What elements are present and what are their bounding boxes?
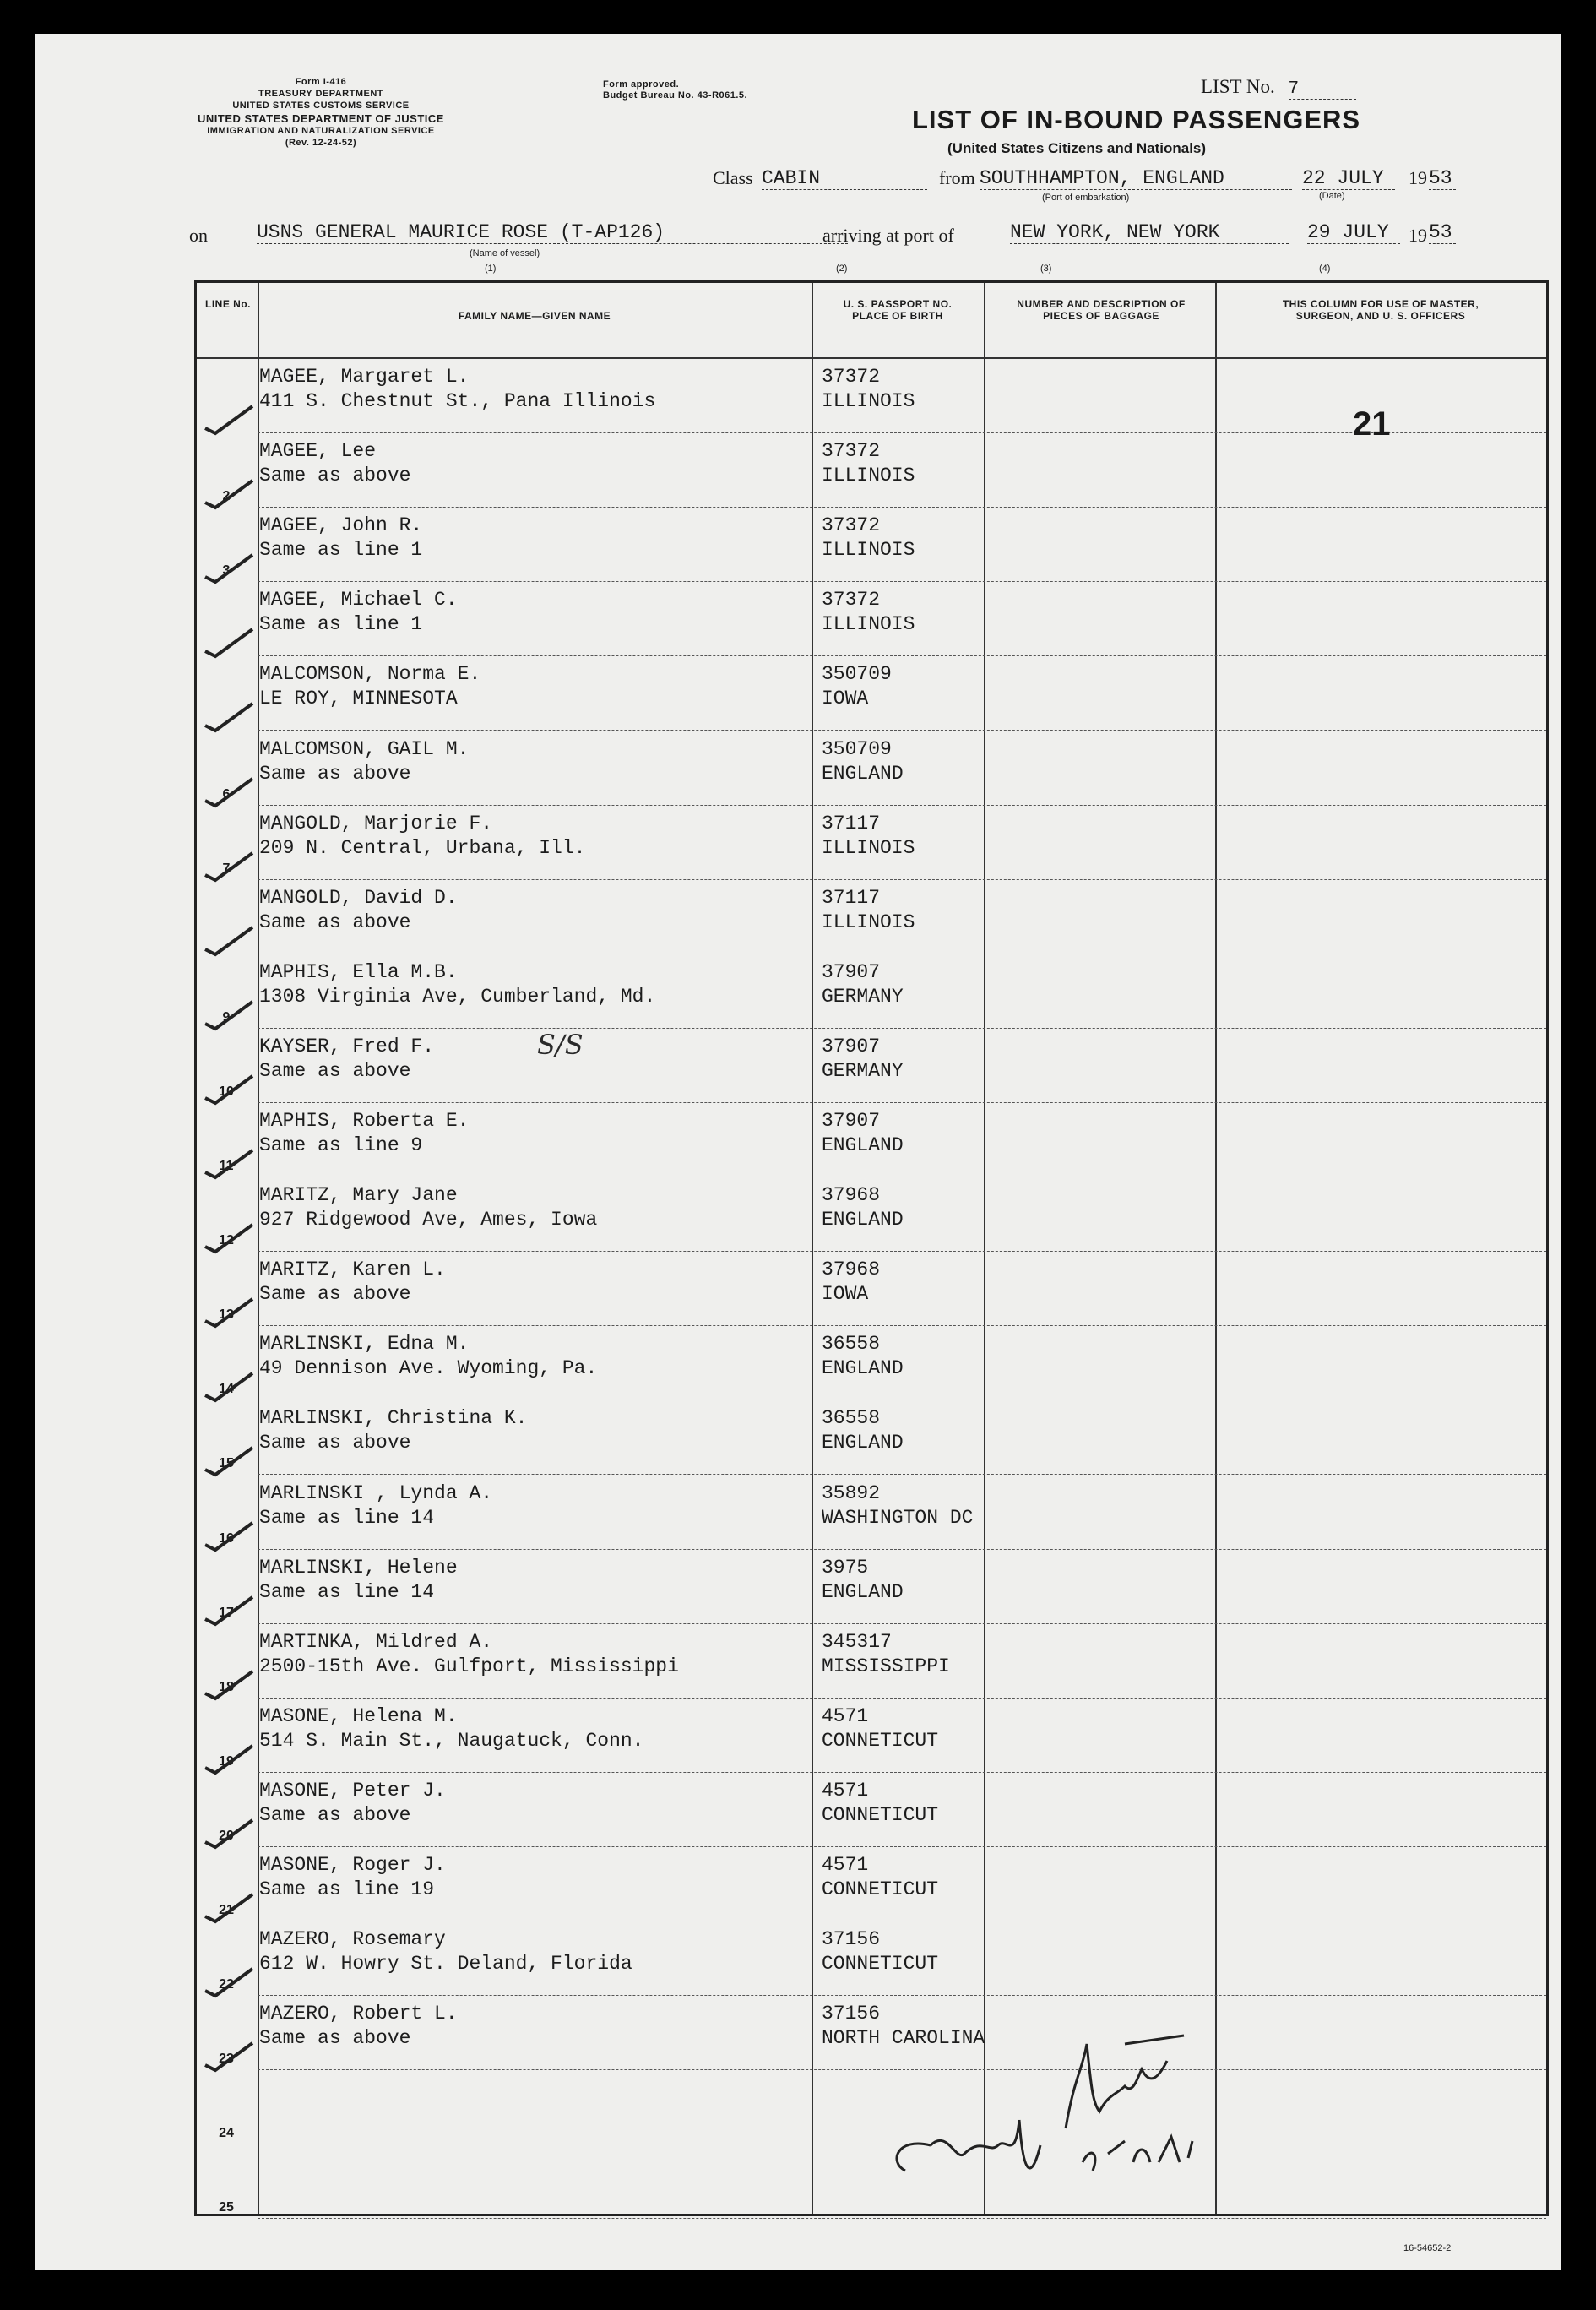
arriving-label: arriving at port of <box>822 225 954 246</box>
place-of-birth: ILLINOIS <box>822 836 915 859</box>
check-mark-icon <box>204 626 254 660</box>
table-row <box>197 582 1546 656</box>
justice-label: UNITED STATES DEPARTMENT OF JUSTICE <box>198 112 444 125</box>
place-of-birth: ILLINOIS <box>822 539 915 562</box>
passenger-name: MANGOLD, Marjorie F. <box>259 812 493 834</box>
agency-header <box>186 76 456 149</box>
passport-number: 37117 <box>822 812 881 834</box>
passport-number: 37117 <box>822 886 881 909</box>
passport-number: 37968 <box>822 1258 881 1281</box>
list-number-value: 7 <box>1289 79 1356 100</box>
passenger-address: Same as above <box>259 465 411 487</box>
line-number: 19 <box>219 1753 234 1769</box>
place-of-birth: ILLINOIS <box>822 465 915 487</box>
passport-number: 37156 <box>822 2003 881 2025</box>
line-number: 6 <box>222 786 231 802</box>
passport-number: 4571 <box>822 1779 869 1802</box>
line-number: 25 <box>219 2200 234 2215</box>
place-of-birth: ILLINOIS <box>822 910 915 933</box>
place-of-birth: IOWA <box>822 1283 869 1306</box>
list-number <box>1201 76 1356 100</box>
check-mark-icon <box>204 1296 254 1329</box>
passport-number: 3975 <box>822 1556 869 1579</box>
passenger-name: MARLINSKI, Helene <box>259 1556 458 1579</box>
on-label: on <box>189 225 208 246</box>
passenger-name: MARTINKA, Mildred A. <box>259 1630 493 1653</box>
place-of-birth: WASHINGTON DC <box>822 1506 974 1529</box>
check-mark-icon <box>204 924 254 958</box>
check-mark-icon <box>204 850 254 883</box>
check-mark-icon <box>204 1147 254 1181</box>
handwritten-ss-note: S/S <box>537 1029 584 1061</box>
table-row <box>197 1177 1546 1252</box>
check-mark-icon <box>204 1742 254 1776</box>
passport-number: 345317 <box>822 1630 892 1653</box>
passenger-address: Same as above <box>259 2027 411 2050</box>
revision-label: (Rev. 12-24-52) <box>285 138 357 148</box>
place-of-birth: NORTH CAROLINA <box>822 2027 985 2050</box>
passport-number: 37968 <box>822 1184 881 1207</box>
line-number: 12 <box>219 1233 234 1248</box>
class-value: CABIN <box>762 167 927 190</box>
passport-number: 37907 <box>822 1110 881 1132</box>
passenger-address: Same as line 1 <box>259 613 423 636</box>
arrival-date: 29 JULY <box>1307 221 1400 244</box>
table-row <box>197 1400 1546 1475</box>
line-number: 2 <box>222 489 231 504</box>
check-mark-icon <box>204 403 254 437</box>
inspector-signature <box>871 1993 1226 2196</box>
line-number: 16 <box>219 1530 234 1546</box>
table-row <box>197 1029 1546 1103</box>
check-mark-icon <box>204 1965 254 1999</box>
budget-approval <box>603 79 797 101</box>
table-row <box>197 508 1546 582</box>
line-number: 21 <box>219 1903 234 1917</box>
passenger-address: 612 W. Howry St. Deland, Florida <box>259 1953 632 1976</box>
passenger-name: MASONE, Helena M. <box>259 1704 458 1727</box>
check-mark-icon <box>204 1817 254 1851</box>
col-header-baggage: NUMBER AND DESCRIPTION OF PIECES OF BAGGAGE <box>1017 298 1186 322</box>
table-row <box>197 1773 1546 1847</box>
passport-number: 37372 <box>822 514 881 537</box>
place-of-birth: CONNETICUT <box>822 1803 939 1826</box>
passenger-name: MARLINSKI, Edna M. <box>259 1333 470 1356</box>
line-number: 3 <box>222 563 231 579</box>
column-ref-4: (4) <box>1319 264 1331 274</box>
passport-number: 4571 <box>822 1704 869 1727</box>
place-of-birth: IOWA <box>822 688 869 710</box>
passenger-name: MALCOMSON, GAIL M. <box>259 737 470 760</box>
table-row <box>197 1624 1546 1699</box>
table-row <box>197 806 1546 880</box>
passport-number: 350709 <box>822 663 892 686</box>
place-of-birth: ENGLAND <box>822 1134 904 1156</box>
table-row <box>197 1847 1546 1921</box>
line-number: 10 <box>219 1084 234 1099</box>
passport-number: 37907 <box>822 1035 881 1057</box>
passenger-name: MAPHIS, Roberta E. <box>259 1110 470 1132</box>
budget-bureau-label: Budget Bureau No. 43-R061.5. <box>603 90 748 101</box>
passenger-name: MASONE, Roger J. <box>259 1854 446 1876</box>
place-of-birth: ENGLAND <box>822 1580 904 1603</box>
place-of-birth: ENGLAND <box>822 1209 904 1231</box>
passenger-address: Same as above <box>259 1432 411 1454</box>
passport-number: 36558 <box>822 1333 881 1356</box>
check-mark-icon <box>204 1594 254 1628</box>
table-row <box>197 1103 1546 1177</box>
passport-number: 4571 <box>822 1854 869 1876</box>
footer-code: 16-54652-2 <box>1403 2243 1452 2253</box>
line-number: 22 <box>219 1977 234 1992</box>
passenger-name: MAZERO, Robert L. <box>259 2003 458 2025</box>
passenger-table <box>194 280 1549 2216</box>
passenger-address: 927 Ridgewood Ave, Ames, Iowa <box>259 1209 598 1231</box>
table-row <box>197 1699 1546 1773</box>
check-mark-icon <box>204 700 254 734</box>
passenger-address: 209 N. Central, Urbana, Ill. <box>259 836 586 859</box>
check-mark-icon <box>204 1891 254 1925</box>
passenger-address: Same as above <box>259 1059 411 1082</box>
line-number: 17 <box>219 1605 234 1620</box>
table-row <box>197 1252 1546 1326</box>
line-number: 18 <box>219 1679 234 1694</box>
departure-year-prefix: 19 <box>1409 167 1427 188</box>
form-number: Form I-416 <box>295 77 347 87</box>
line-number: 23 <box>219 2052 234 2067</box>
passenger-address: Same as line 1 <box>259 539 423 562</box>
place-of-birth: ILLINOIS <box>822 390 915 412</box>
passenger-address: 514 S. Main St., Naugatuck, Conn. <box>259 1729 644 1752</box>
table-row <box>197 1326 1546 1400</box>
date-note: (Date) <box>1319 191 1345 201</box>
place-of-birth: ILLINOIS <box>822 613 915 636</box>
place-of-birth: GERMANY <box>822 1059 904 1082</box>
check-mark-icon <box>204 1073 254 1106</box>
line-number: 15 <box>219 1456 234 1471</box>
passport-number: 37907 <box>822 960 881 983</box>
col-header-line: LINE No. <box>205 298 251 310</box>
table-row <box>197 656 1546 731</box>
list-number-label: LIST No. <box>1201 76 1275 97</box>
page-subtitle: (United States Citizens and Nationals) <box>947 140 1207 156</box>
passenger-name: MAPHIS, Ella M.B. <box>259 960 458 983</box>
column-ref-3: (3) <box>1040 264 1052 274</box>
form-page <box>35 34 1561 2270</box>
passenger-address: Same as line 9 <box>259 1134 423 1156</box>
departure-date: 22 JULY <box>1302 167 1395 190</box>
passport-number: 350709 <box>822 737 892 760</box>
check-mark-icon <box>204 1668 254 1702</box>
line-number: 24 <box>219 2126 234 2141</box>
passport-number: 37372 <box>822 440 881 463</box>
line-number: 20 <box>219 1828 234 1843</box>
line-number: 7 <box>222 861 231 876</box>
check-mark-icon <box>204 1370 254 1404</box>
passenger-name: MANGOLD, David D. <box>259 886 458 909</box>
column-ref-2: (2) <box>836 264 848 274</box>
table-row <box>197 1921 1546 1996</box>
passenger-address: LE ROY, MINNESOTA <box>259 688 458 710</box>
table-row <box>197 359 1546 433</box>
passenger-name: MAGEE, Lee <box>259 440 377 463</box>
check-mark-icon <box>204 1444 254 1478</box>
passenger-address: Same as line 14 <box>259 1506 435 1529</box>
line-number: 14 <box>219 1382 234 1397</box>
passenger-address: 49 Dennison Ave. Wyoming, Pa. <box>259 1357 598 1380</box>
vessel-note: (Name of vessel) <box>470 248 540 258</box>
passenger-address: Same as line 19 <box>259 1878 435 1900</box>
passenger-address: Same as above <box>259 1803 411 1826</box>
line-number: 11 <box>219 1159 234 1173</box>
passenger-address: Same as above <box>259 910 411 933</box>
table-row <box>197 433 1546 508</box>
passenger-name: KAYSER, Fred F. <box>259 1035 435 1057</box>
line-number: 13 <box>219 1307 234 1323</box>
passenger-name: MALCOMSON, Norma E. <box>259 663 481 686</box>
passenger-name: MARITZ, Mary Jane <box>259 1184 458 1207</box>
passenger-name: MAZERO, Rosemary <box>259 1928 446 1951</box>
passport-number: 35892 <box>822 1481 881 1504</box>
table-row <box>197 880 1546 954</box>
class-label: Class <box>713 167 753 188</box>
table-row <box>197 954 1546 1029</box>
check-mark-icon <box>204 552 254 585</box>
place-of-birth: MISSISSIPPI <box>822 1655 950 1677</box>
check-mark-icon <box>204 775 254 809</box>
check-mark-icon <box>204 477 254 511</box>
port-embarkation-note: (Port of embarkation) <box>1042 193 1130 203</box>
treasury-label: TREASURY DEPARTMENT <box>258 89 384 99</box>
passenger-name: MARLINSKI, Christina K. <box>259 1407 528 1430</box>
place-of-birth: ENGLAND <box>822 762 904 785</box>
passenger-address: 2500-15th Ave. Gulfport, Mississippi <box>259 1655 679 1677</box>
line-number: 9 <box>222 1009 231 1025</box>
table-row <box>197 731 1546 806</box>
passenger-address: Same as line 14 <box>259 1580 435 1603</box>
passenger-name: MARITZ, Karen L. <box>259 1258 446 1281</box>
officer-count: 21 <box>1353 405 1391 443</box>
page-title: LIST OF IN-BOUND PASSENGERS <box>912 105 1361 134</box>
immigration-label: IMMIGRATION AND NATURALIZATION SERVICE <box>207 126 435 136</box>
col-header-passport: U. S. PASSPORT NO. PLACE OF BIRTH <box>843 298 953 322</box>
table-row <box>197 1476 1546 1550</box>
passenger-address: Same as above <box>259 1283 411 1306</box>
passenger-address: 1308 Virginia Ave, Cumberland, Md. <box>259 985 656 1008</box>
check-mark-icon <box>204 1221 254 1255</box>
check-mark-icon <box>204 2040 254 2074</box>
passport-number: 37372 <box>822 366 881 388</box>
from-value: SOUTHHAMPTON, ENGLAND <box>980 167 1292 190</box>
table-row <box>197 1550 1546 1624</box>
arrival-port: NEW YORK, NEW YORK <box>1010 221 1289 244</box>
passenger-address: 411 S. Chestnut St., Pana Illinois <box>259 390 656 412</box>
place-of-birth: ENGLAND <box>822 1432 904 1454</box>
place-of-birth: CONNETICUT <box>822 1953 939 1976</box>
place-of-birth: ENGLAND <box>822 1357 904 1380</box>
col-header-officers: THIS COLUMN FOR USE OF MASTER, SURGEON, AND U. S. OFFICERS <box>1282 298 1479 322</box>
form-approved-label: Form approved. <box>603 79 680 90</box>
passenger-address: Same as above <box>259 762 411 785</box>
check-mark-icon <box>204 998 254 1032</box>
passenger-name: MAGEE, Michael C. <box>259 589 458 611</box>
place-of-birth: CONNETICUT <box>822 1729 939 1752</box>
arrival-year: 53 <box>1429 221 1456 244</box>
place-of-birth: GERMANY <box>822 985 904 1008</box>
departure-year: 53 <box>1429 167 1456 190</box>
column-ref-1: (1) <box>485 264 497 274</box>
customs-label: UNITED STATES CUSTOMS SERVICE <box>232 101 410 111</box>
from-label: from <box>939 167 975 188</box>
passport-number: 37372 <box>822 589 881 611</box>
check-mark-icon <box>204 1519 254 1553</box>
passenger-name: MASONE, Peter J. <box>259 1779 446 1802</box>
passenger-name: MAGEE, Margaret L. <box>259 366 470 388</box>
vessel-name: USNS GENERAL MAURICE ROSE (T-AP126) <box>257 221 848 244</box>
arrival-year-prefix: 19 <box>1409 225 1427 246</box>
passenger-name: MARLINSKI , Lynda A. <box>259 1481 493 1504</box>
passenger-name: MAGEE, John R. <box>259 514 423 537</box>
passport-number: 37156 <box>822 1928 881 1951</box>
place-of-birth: CONNETICUT <box>822 1878 939 1900</box>
passport-number: 36558 <box>822 1407 881 1430</box>
col-header-name: FAMILY NAME—GIVEN NAME <box>458 310 611 322</box>
